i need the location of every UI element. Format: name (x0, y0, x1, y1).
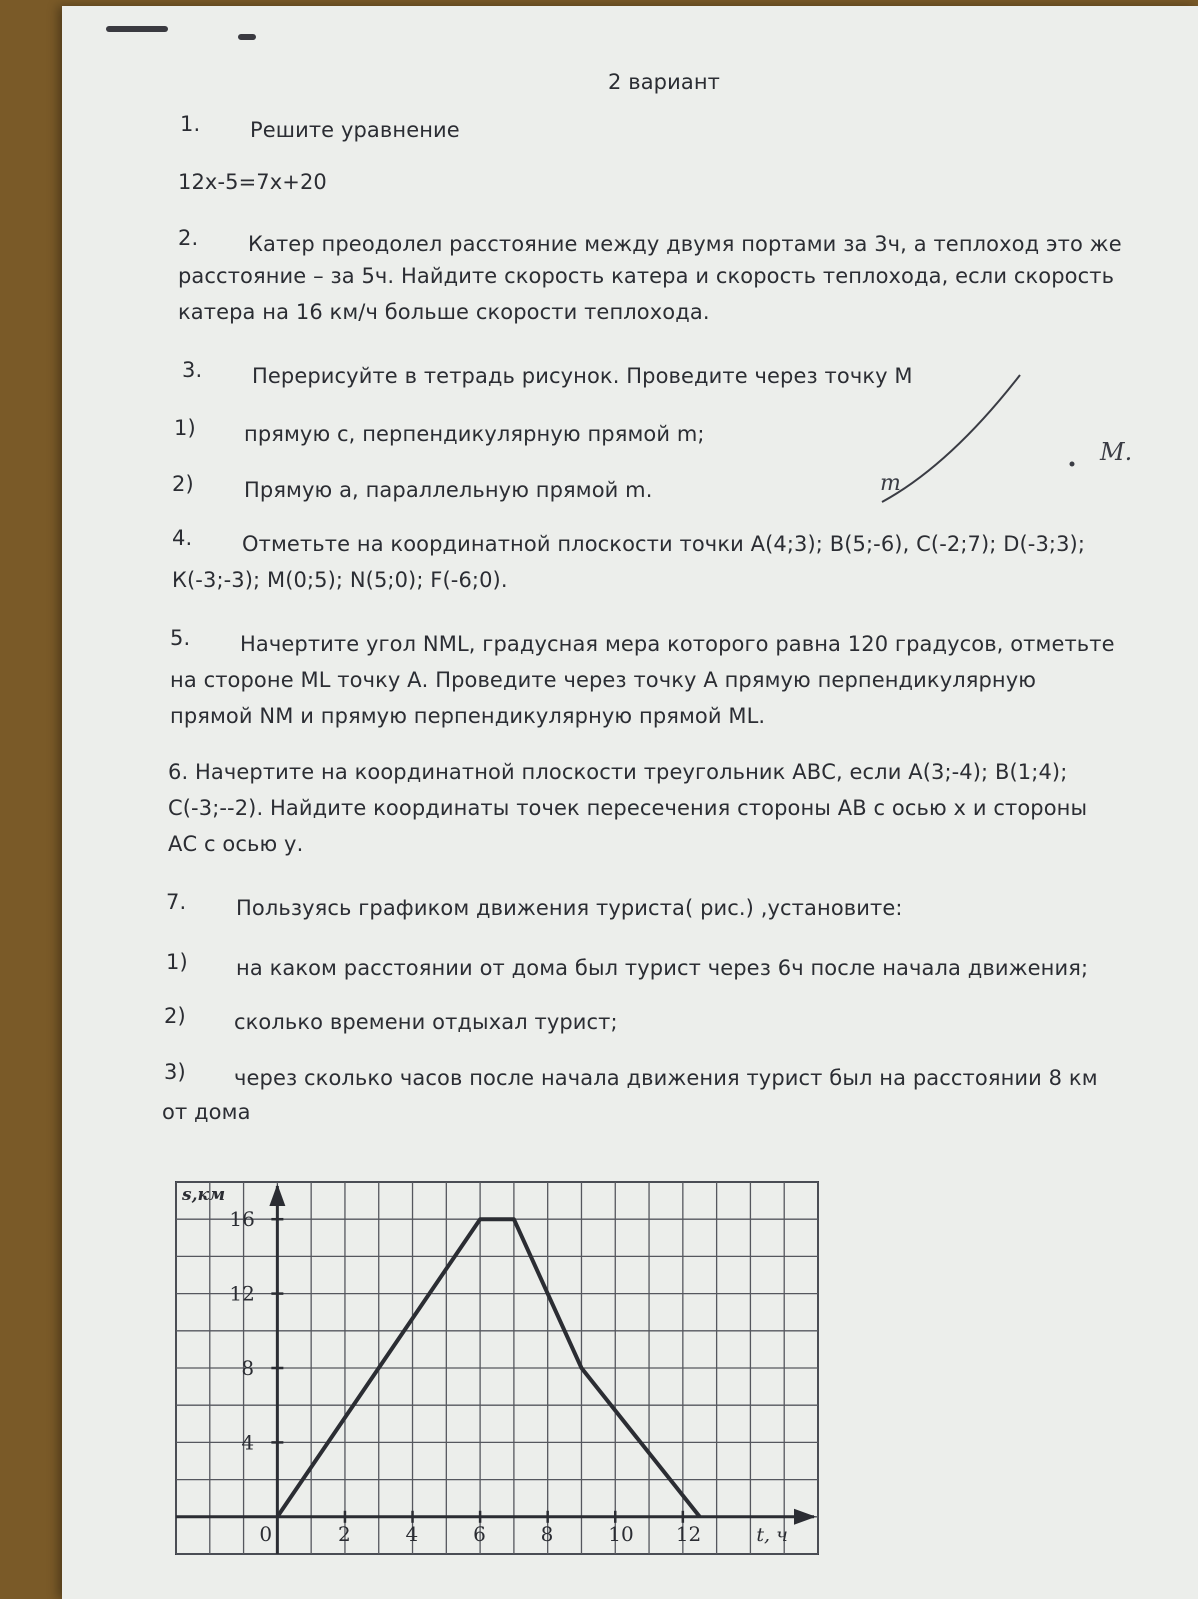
subtask-text: Прямую а, параллельную прямой m. (244, 478, 653, 502)
x-axis-label: t, ч (756, 1523, 788, 1546)
scribble-mark (238, 34, 256, 40)
y-tick-label: 16 (229, 1207, 255, 1232)
task-text: Решите уравнение (250, 118, 460, 142)
task-text: 6. Начертите на координатной плоскости треугольник АВС, если А(3;-4); В(1;4); (168, 760, 1068, 784)
task-text: К(-3;-3); М(0;5); N(5;0); F(-6;0). (172, 568, 508, 592)
subtask-text: прямую с, перпендикулярную прямой m; (244, 422, 705, 446)
y-axis-label: s,км (182, 1185, 226, 1205)
subtask-number: 1) (174, 416, 196, 440)
task-text: Катер преодолел расстояние между двумя портами за 3ч, а теплоход это же (248, 232, 1122, 256)
line-m-drawing (860, 370, 1133, 520)
task-number: 1. (180, 112, 201, 136)
x-tick-label: 0 (259, 1521, 273, 1546)
equation: 12x-5=7x+20 (178, 170, 327, 194)
subtask-number: 3) (164, 1060, 186, 1084)
scribble-mark (106, 26, 168, 32)
x-tick-label: 8 (540, 1521, 554, 1546)
subtask-number: 2) (164, 1004, 186, 1028)
task-number: 4. (172, 526, 193, 550)
task-number: 5. (170, 626, 191, 650)
subtask-number: 2) (172, 472, 194, 496)
subtask-text: на каком расстоянии от дома был турист через 6ч после начала движения; (236, 956, 1089, 980)
task-text: С(-3;--2). Найдите координаты точек пересечения стороны АВ с осью х и стороны (168, 796, 1088, 820)
task-text: катера на 16 км/ч больше скорости теплохода. (178, 300, 710, 324)
subtask-text: сколько времени отдыхал турист; (234, 1010, 618, 1034)
task-number: 7. (166, 890, 187, 914)
tourist-motion-chart (172, 1178, 822, 1558)
x-axis-arrow (794, 1509, 816, 1525)
task-text: на стороне ML точку А. Проведите через точку А прямую перпендикулярную (170, 668, 1037, 692)
task-text: АС с осью у. (168, 832, 304, 856)
task-text: Пользуясь графиком движения туриста( рис.) ,установите: (236, 896, 903, 920)
point-M (1070, 462, 1075, 467)
x-tick-label: 2 (337, 1521, 351, 1546)
line-m (882, 375, 1020, 502)
y-tick-label: 8 (241, 1356, 255, 1380)
chart-ticks (229, 1207, 701, 1546)
task-number: 2. (178, 226, 199, 250)
subtask-text: через сколько часов после начала движения турист был на расстоянии 8 км (234, 1066, 1098, 1090)
task-number: 3. (182, 358, 203, 382)
x-tick-label: 12 (675, 1521, 702, 1546)
y-tick-label: 12 (229, 1281, 255, 1306)
x-tick-label: 4 (405, 1521, 419, 1546)
x-tick-label: 6 (473, 1521, 486, 1546)
y-tick-label: 4 (241, 1430, 255, 1455)
y-axis-arrow (269, 1184, 285, 1206)
subtask-text: от дома (162, 1100, 251, 1124)
task-text: Перерисуйте в тетрадь рисунок. Проведите через точку М (252, 364, 913, 388)
x-tick-label: 10 (608, 1521, 634, 1546)
variant-title: 2 вариант (608, 70, 720, 94)
task-text: Отметьте на координатной плоскости точки А(4;3); В(5;-6), С(-2;7); D(-3;3); (242, 532, 1086, 556)
task-text: Начертите угол NML, градусная мера которого равна 120 градусов, отметьте (240, 632, 1115, 656)
task-text: расстояние – за 5ч. Найдите скорость катера и скорость теплохода, если скорость (178, 264, 1115, 288)
label-m: m (880, 471, 901, 496)
label-M: M. (1100, 438, 1133, 466)
subtask-number: 1) (166, 950, 188, 974)
task-text: прямой NM и прямую перпендикулярную прямой ML. (170, 704, 766, 728)
